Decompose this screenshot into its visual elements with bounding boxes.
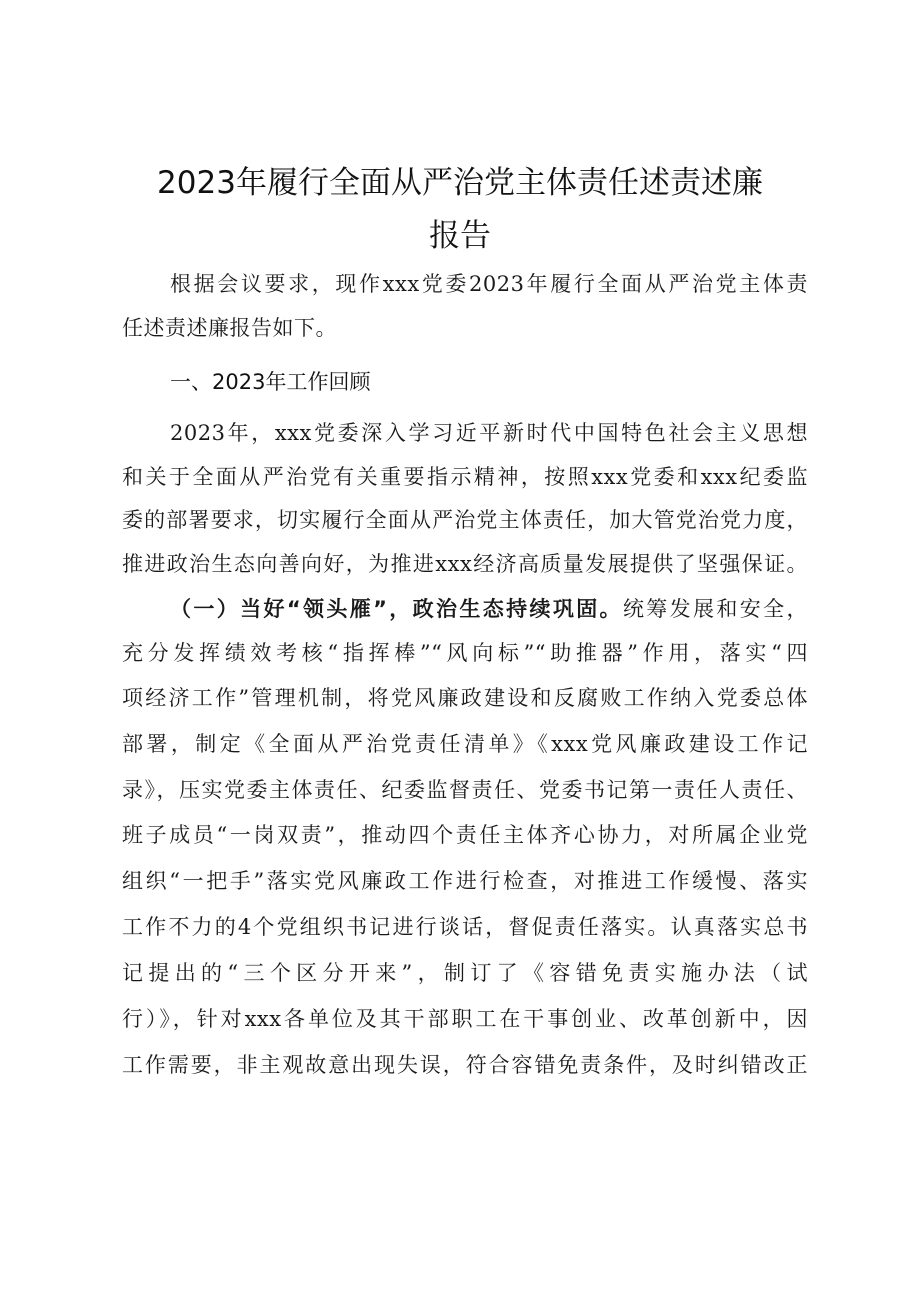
paragraph-line: 部署，制定《全面从严治党责任清单》《xxx党风廉政建设工作记 xyxy=(122,732,808,756)
paragraph-line: 充分发挥绩效考核“指挥棒”“风向标”“助推器”作用，落实“四 xyxy=(122,641,808,665)
subsection-lead-rest: 统筹发展和安全， xyxy=(622,597,809,621)
document-title-line2: 报告 xyxy=(429,218,491,254)
paragraph-line: 组织“一把手”落实党风廉政工作进行检查，对推进工作缓慢、落实 xyxy=(122,869,808,893)
subsection-first-line xyxy=(170,594,808,624)
paragraph-line: 项经济工作”管理机制，将党风廉政建设和反腐败工作纳入党委总体 xyxy=(122,686,808,710)
section-heading: 一、2023年工作回顾 xyxy=(170,370,371,394)
intro-line: 任述责述廉报告如下。 xyxy=(122,316,337,340)
paragraph-line: 班子成员“一岗双责”，推动四个责任主体齐心协力，对所属企业党 xyxy=(122,823,808,847)
paragraph-line: 委的部署要求，切实履行全面从严治党主体责任，加大管党治党力度， xyxy=(122,508,808,532)
paragraph-line: 工作需要，非主观故意出现失误，符合容错免责条件，及时纠错改正 xyxy=(122,1053,808,1077)
paragraph-line: 和关于全面从严治党有关重要指示精神，按照xxx党委和xxx纪委监 xyxy=(122,465,808,489)
intro-line: 根据会议要求，现作xxx党委2023年履行全面从严治党主体责 xyxy=(170,272,808,296)
paragraph-line: 录》，压实党委主体责任、纪委监督责任、党委书记第一责任人责任、 xyxy=(122,778,808,802)
paragraph-line: 工作不力的4个党组织书记进行谈话，督促责任落实。认真落实总书 xyxy=(122,915,808,939)
paragraph-line: 推进政治生态向善向好，为推进xxx经济高质量发展提供了坚强保证。 xyxy=(122,552,808,576)
document-title-line1: 2023年履行全面从严治党主体责任述责述廉 xyxy=(157,165,763,201)
subsection-lead: （一）当好“领头雁”，政治生态持续巩固。 xyxy=(170,597,623,621)
paragraph-line: 行）》，针对xxx各单位及其干部职工在干事创业、改革创新中，因 xyxy=(122,1007,808,1031)
paragraph-line: 记提出的“三个区分开来”，制订了《容错免责实施办法（试 xyxy=(122,961,808,985)
paragraph-line: 2023年，xxx党委深入学习近平新时代中国特色社会主义思想 xyxy=(170,421,808,445)
